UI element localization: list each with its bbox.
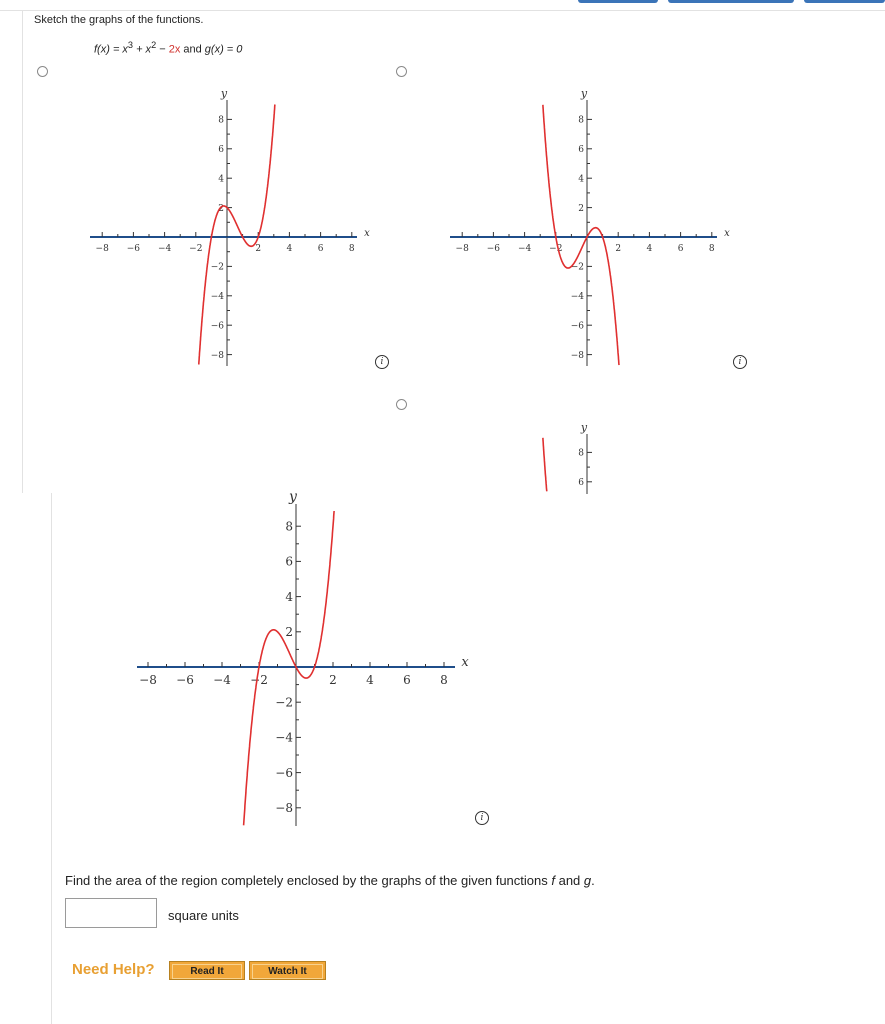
- question-prompt: Sketch the graphs of the functions.: [34, 14, 204, 26]
- option-a-y-axis-label: y: [220, 87, 228, 100]
- info-icon-b[interactable]: i: [733, 355, 747, 369]
- option-d-x-tick-label: 2: [329, 673, 337, 687]
- area-and: and: [554, 873, 584, 888]
- option-a-y-tick-label: −4: [210, 291, 224, 302]
- option-b-y-tick-label: 6: [578, 144, 584, 155]
- units-label: square units: [168, 908, 239, 923]
- option-b-x-tick-label: −4: [517, 244, 532, 254]
- f-exp2: 2: [151, 40, 157, 50]
- read-it-label: Read It: [172, 964, 242, 979]
- option-b-y-tick-label: −2: [570, 262, 584, 273]
- f-and: and: [180, 43, 205, 56]
- option-a-y-tick-label: −6: [210, 321, 224, 332]
- option-a-y-tick-label: 2: [218, 203, 224, 214]
- watch-it-button[interactable]: [249, 961, 326, 980]
- option-b-x-tick-label: −8: [455, 244, 469, 254]
- option-a-y-tick-label: 6: [218, 144, 224, 155]
- option-a-x-tick-label: 2: [255, 244, 262, 254]
- info-icon-d[interactable]: i: [475, 811, 489, 825]
- option-a-y-tick-label: −2: [210, 262, 224, 273]
- f-lhs: f(x) = x: [94, 43, 128, 56]
- area-prompt-pre: Find the area of the region completely enclosed by the graphs of the given functions: [65, 873, 552, 888]
- option-b-y-tick-label: 4: [578, 174, 584, 185]
- option-b-y-tick-label: −8: [570, 350, 584, 361]
- option-d-y-tick-label: 2: [285, 625, 293, 639]
- option-d-y-tick-label: −4: [275, 730, 293, 745]
- option-a-x-tick-label: −8: [95, 244, 109, 254]
- option-b-y-tick-label: 8: [578, 115, 584, 126]
- option-b-x-tick-label: 2: [615, 244, 622, 254]
- option-d-y-tick-label: 6: [285, 554, 293, 569]
- option-b-y-axis-label: y: [580, 87, 588, 100]
- option-d-y-tick-label: −8: [275, 801, 293, 815]
- option-a-x-tick-label: 4: [286, 244, 293, 254]
- option-d-y-tick-label: −6: [275, 765, 293, 780]
- option-d-y-axis-label: y: [289, 489, 297, 505]
- option-b-y-tick-label: −4: [570, 291, 584, 302]
- option-b-x-tick-label: 8: [708, 244, 715, 254]
- option-a-x-tick-label: 6: [317, 244, 324, 254]
- option-d-x-axis-label: x: [461, 655, 469, 670]
- watch-it-label: Watch It: [252, 964, 323, 979]
- option-c-curve: [543, 438, 547, 492]
- need-help-label: Need Help?: [72, 961, 155, 978]
- option-b-x-tick-label: −6: [486, 244, 501, 254]
- area-answer-input[interactable]: [65, 898, 157, 928]
- option-b-x-tick-label: −2: [549, 244, 563, 254]
- option-c-y-axis-label: y: [580, 421, 588, 434]
- option-b-x-tick-label: 4: [646, 244, 653, 254]
- option-d-y-tick-label: −2: [275, 695, 293, 710]
- option-a-y-tick-label: 8: [218, 115, 224, 126]
- option-a-y-tick-label: 4: [218, 174, 224, 185]
- option-b-y-tick-label: −6: [570, 321, 584, 332]
- f-minus: −: [156, 43, 169, 56]
- option-b-y-tick-label: 2: [578, 203, 584, 214]
- option-d-x-tick-label: 6: [403, 673, 411, 687]
- option-d-x-tick-label: 4: [366, 673, 374, 687]
- read-it-button[interactable]: [169, 961, 245, 980]
- area-question: [65, 873, 595, 888]
- option-d-x-tick-label: 8: [440, 673, 448, 687]
- area-f: f: [551, 873, 555, 888]
- option-a-x-tick-label: 8: [348, 244, 355, 254]
- option-d-x-tick-label: −6: [176, 673, 194, 687]
- option-c-y-tick-label: 8: [578, 448, 584, 459]
- option-d-x-tick-label: −2: [250, 673, 268, 687]
- area-period: .: [591, 873, 595, 888]
- option-d-y-tick-label: 8: [285, 519, 293, 534]
- option-a-x-axis-label: x: [364, 228, 370, 239]
- option-d-x-tick-label: −4: [213, 673, 231, 687]
- option-d-y-tick-label: 4: [285, 589, 293, 604]
- option-c-y-tick-label: 6: [578, 477, 584, 488]
- option-b-x-axis-label: x: [724, 228, 730, 239]
- option-d-x-tick-label: −8: [139, 673, 157, 687]
- f-mid: + x: [133, 43, 152, 56]
- option-b-x-tick-label: 6: [677, 244, 684, 254]
- f-red-term: 2x: [168, 43, 181, 56]
- option-a-x-tick-label: −2: [189, 244, 203, 254]
- info-icon-a[interactable]: i: [375, 355, 389, 369]
- area-g: g: [583, 873, 592, 888]
- option-a-y-tick-label: −8: [210, 350, 224, 361]
- f-exp1: 3: [127, 40, 134, 50]
- option-a-x-tick-label: −6: [126, 244, 141, 254]
- option-a-x-tick-label: −4: [157, 244, 172, 254]
- g-expr: g(x) = 0: [204, 43, 243, 56]
